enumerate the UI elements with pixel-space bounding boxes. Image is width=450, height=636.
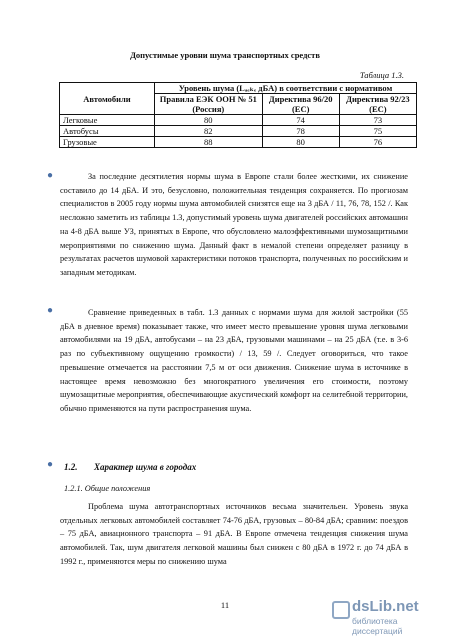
noise-limits-table bbox=[59, 82, 417, 148]
table-title: Допустимые уровни шума транспортных средств bbox=[130, 50, 320, 60]
cell-value: 82 bbox=[155, 126, 263, 137]
cell-value: 73 bbox=[339, 115, 416, 126]
header-col-92-23: Директива 92/23 (ЕС) bbox=[339, 94, 416, 115]
header-group: Уровень шума (Lₐₑₖₑ дБА) в соответствии с нормативом bbox=[155, 83, 417, 94]
section-heading bbox=[64, 462, 196, 472]
cell-value: 76 bbox=[339, 137, 416, 148]
bullet-icon: ● bbox=[47, 459, 54, 470]
row-name: Автобусы bbox=[60, 126, 155, 137]
row-name: Грузовые bbox=[60, 137, 155, 148]
table-number: Таблица 1.3. bbox=[359, 70, 404, 80]
paragraph-1: За последние десятилетия нормы шума в Европе стали более жесткими, их снижение составило до 14 дБА. И это, безусловно, положительная тенденция сохраняется. По прогнозам специалистов в 2005 году нормы шума автомобилей снизятся еще на 3 дБА / 11, 76, 78, 152 /. Как несложно заметить из таблицы 1.3, допустимый уровень шума двигателей российских автомашин на 4-8 дБА выше УЗ, принятых в Европе, что обусловлено малоэффективными шумозащитными мероприятиями по снижению шума. Данный факт в немалой степени определяет разницу в результатах расчетов шумовой характеристики потоков транспорта, полученных по российским и западным методикам. bbox=[60, 172, 408, 277]
section-title: Характер шума в городах bbox=[94, 462, 197, 472]
watermark bbox=[330, 598, 450, 636]
dslib-logo-icon bbox=[332, 601, 350, 619]
table-row bbox=[60, 137, 417, 148]
bullet-icon: ● bbox=[47, 305, 54, 316]
subsection-heading: 1.2.1. Общие положения bbox=[64, 484, 151, 493]
header-col-ece: Правила ЕЭК ООН № 51 (Россия) bbox=[155, 94, 263, 115]
table-row bbox=[60, 126, 417, 137]
cell-value: 80 bbox=[155, 115, 263, 126]
header-vehicles: Автомобили bbox=[60, 83, 155, 115]
cell-value: 78 bbox=[262, 126, 339, 137]
table-header-row bbox=[60, 83, 417, 94]
header-col-96-20: Директива 96/20 (ЕС) bbox=[262, 94, 339, 115]
watermark-subtitle: библиотека диссертаций bbox=[352, 616, 403, 636]
cell-value: 88 bbox=[155, 137, 263, 148]
row-name: Легковые bbox=[60, 115, 155, 126]
bullet-icon: ● bbox=[47, 170, 54, 181]
watermark-name: dsLib.net bbox=[352, 598, 419, 615]
table-row bbox=[60, 115, 417, 126]
section-number: 1.2. bbox=[64, 462, 78, 472]
page-number: 11 bbox=[220, 600, 230, 610]
cell-value: 80 bbox=[262, 137, 339, 148]
paragraph-3: Проблема шума автотранспортных источников весьма значительен. Уровень звука отдельных легковых автомобилей составляет 74-76 дБА, грузовых – 80-84 дБА; сравним: поездов – 75 дБА, авиационного транспорта – 91 дБА. В Европе отмечена тенденция снижения шума автомобилей. Так, шум двигателя легковой машины был снижен с 80 дБА в 1972 г. до 74 дБА в 1992 г., применяются меры по снижению шума bbox=[60, 502, 408, 566]
paragraph-2: Сравнение приведенных в табл. 1.3 данных с нормами шума для жилой застройки (55 дБА в дневное время) показывает также, что имеет место превышение уровня шума легковыми автомобилями на 19 дБА, автобусами – на 23 дБА, грузовыми машинами – на 25 дБА (т.е. в 3-6 раз по субъективному ощущению громкости) / 13, 59 /. Следует оговориться, что такое превышение отмечается на расстоянии 7,5 м от оси движения. Снижение шума в источнике в настоящее время невозможно без многократного увеличения его стоимости, поэтому шумозащитные мероприятия, обеспечивающие акустический комфорт на селитебной территории, обычно применяются на пути распространения шума. bbox=[60, 308, 408, 413]
cell-value: 75 bbox=[339, 126, 416, 137]
cell-value: 74 bbox=[262, 115, 339, 126]
